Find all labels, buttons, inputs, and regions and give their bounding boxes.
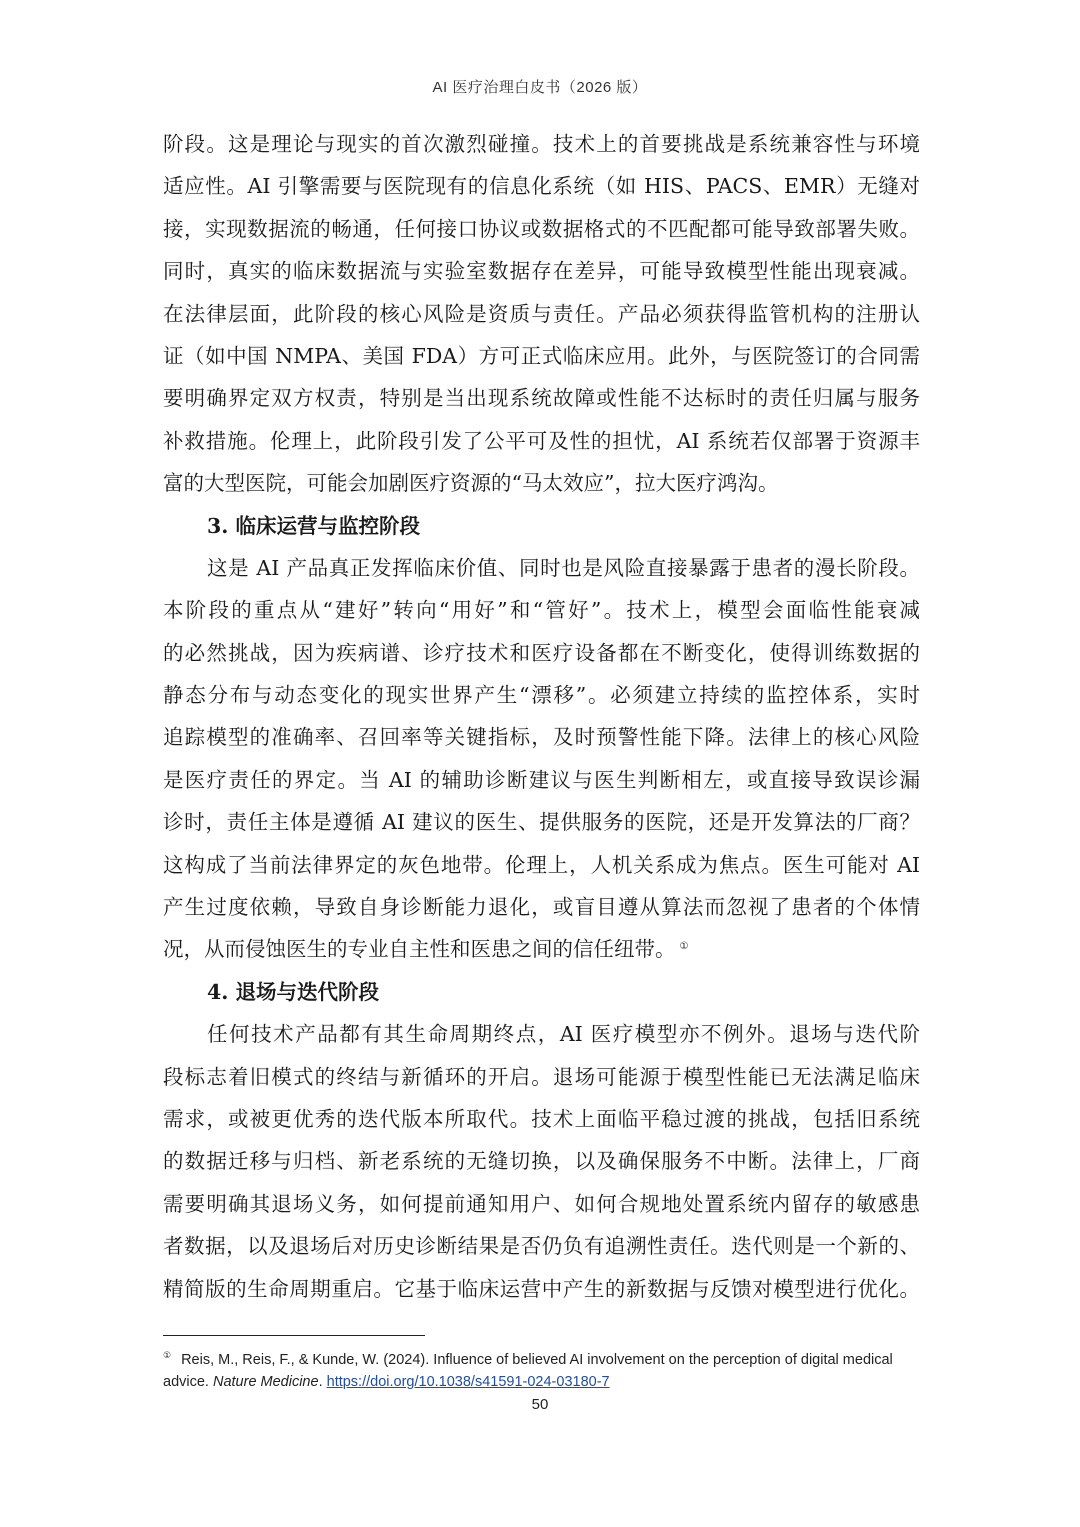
body-line: 追踪模型的准确率、召回率等关键指标，及时预警性能下降。法律上的核心风险 — [163, 725, 920, 750]
footnote-journal: Nature Medicine — [212, 1374, 319, 1390]
body-line-text: 况，从而侵蚀医生的专业自主性和医患之间的信任纽带。 — [163, 937, 676, 962]
body-line: 的数据迁移与归档、新老系统的无缝切换，以及确保服务不中断。法律上，厂商 — [163, 1149, 920, 1174]
body-line: 在法律层面，此阶段的核心风险是资质与责任。产品必须获得监管机构的注册认 — [163, 301, 920, 326]
body-line: 证（如中国 NMPA、美国 FDA）方可正式临床应用。此外，与医院签订的合同需 — [163, 343, 920, 368]
body-line: 本阶段的重点从“建好”转向“用好”和“管好”。技术上，模型会面临性能衰减 — [163, 598, 920, 623]
body-line: 要明确界定双方权责，特别是当出现系统故障或性能不达标时的责任归属与服务 — [163, 386, 920, 411]
page-number: 50 — [531, 1396, 549, 1413]
doi-link[interactable]: https://doi.org/10.1038/s41591-024-03180-7 — [326, 1374, 610, 1390]
body-line: 任何技术产品都有其生命周期终点，AI 医疗模型亦不例外。退场与迭代阶 — [207, 1022, 920, 1047]
body-line: 者数据，以及退场后对历史诊断结果是否仍负有追溯性责任。迭代则是一个新的、 — [163, 1234, 920, 1259]
body-line: 同时，真实的临床数据流与实验室数据存在差异，可能导致模型性能出现衰减。 — [163, 259, 920, 284]
body-line: 段标志着旧模式的终结与新循环的开启。退场可能源于模型性能已无法满足临床 — [163, 1064, 920, 1089]
body-line: 这是 AI 产品真正发挥临床价值、同时也是风险直接暴露于患者的漫长阶段。 — [207, 555, 920, 580]
body-line: 诊时，责任主体是遵循 AI 建议的医生、提供服务的医院，还是开发算法的厂商？ — [163, 810, 920, 835]
body-line: 这构成了当前法律界定的灰色地带。伦理上，人机关系成为焦点。医生可能对 AI — [163, 852, 920, 877]
body-line: 精简版的生命周期重启。它基于临床运营中产生的新数据与反馈对模型进行优化。 — [163, 1276, 920, 1301]
footnote — [163, 1349, 923, 1393]
body-line: 补救措施。伦理上，此阶段引发了公平可及性的担忧，AI 系统若仅部署于资源丰 — [163, 428, 920, 453]
body-line — [163, 928, 920, 970]
footnote-reference[interactable]: ① — [679, 940, 689, 952]
body-line: 的必然挑战，因为疾病谱、诊疗技术和医疗设备都在不断变化，使得训练数据的 — [163, 640, 920, 665]
body-line: 需求，或被更优秀的迭代版本所取代。技术上面临平稳过渡的挑战，包括旧系统 — [163, 1106, 920, 1131]
running-header: AI 医疗治理白皮书（2026 版） — [432, 79, 648, 96]
body-line: 静态分布与动态变化的现实世界产生“漂移”。必须建立持续的监控体系，实时 — [163, 683, 920, 708]
footnote-mark: ① — [163, 1350, 172, 1361]
body-line: 需要明确其退场义务，如何提前通知用户、如何合规地处置系统内留存的敏感患 — [163, 1191, 920, 1216]
body-text — [163, 123, 920, 1310]
footnote-divider — [163, 1335, 425, 1336]
section-heading-4: 4. 退场与迭代阶段 — [207, 979, 380, 1004]
body-line: 接，实现数据流的畅通，任何接口协议或数据格式的不匹配都可能导致部署失败。 — [163, 216, 920, 241]
body-line: 适应性。AI 引擎需要与医院现有的信息化系统（如 HIS、PACS、EMR）无缝对 — [163, 174, 920, 199]
footnote-citation: Reis, M., Reis, F., & Kunde, W. (2024). Influence of believed AI involvement on the perception of digital medical advice. — [163, 1352, 893, 1390]
body-line: 富的大型医院，可能会加剧医疗资源的“马太效应”，拉大医疗鸿沟。 — [163, 471, 779, 496]
footnote-punctuation: . — [318, 1374, 327, 1390]
body-line: 阶段。这是理论与现实的首次激烈碰撞。技术上的首要挑战是系统兼容性与环境 — [163, 132, 920, 156]
body-line: 是医疗责任的界定。当 AI 的辅助诊断建议与医生判断相左，或直接导致误诊漏 — [163, 767, 920, 792]
section-heading-3: 3. 临床运营与监控阶段 — [207, 513, 421, 538]
body-line: 产生过度依赖，导致自身诊断能力退化，或盲目遵从算法而忽视了患者的个体情 — [163, 895, 920, 920]
